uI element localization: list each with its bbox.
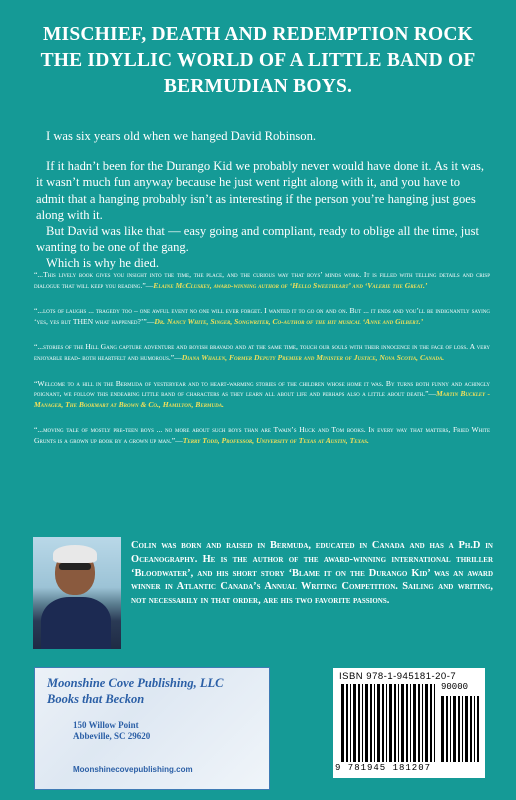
publisher-address-line2: Abbeville, SC 29620 (73, 731, 151, 741)
excerpt-paragraph: But David was like that — easy going and compliant, ready to oblige all the time, just wanting to be one of the gang. (36, 224, 479, 255)
publisher-tagline: Books that Beckon (47, 692, 145, 706)
review-quote (34, 342, 490, 363)
author-bio: Colin was born and raised in Bermuda, educated in Canada and has a Ph.D in Oceanography. He is the author of the award-winning international thriller ‘Bloodwater’, and his short story ‘Blame it on the Durango Kid’ was an award winner in Atlantic Canada’s Annual Writing Competition. Sailing and writing, not necessarily in that order, are his two favorite passions. (131, 540, 493, 607)
review-quote (34, 306, 490, 327)
back-cover-headline: MISCHIEF, DEATH AND REDEMPTION ROCK THE IDYLLIC WORLD OF A LITTLE BAND OF BERMUDIAN BOYS. (40, 24, 476, 97)
review-text: “...moving tale of mostly pre-teen boys ... no more about such boys than are Twain’s Huck and Tom books. In every way that matters, Fried White Grunts is a grown up book by a grown up man.”— (34, 425, 490, 445)
book-excerpt (36, 128, 488, 272)
review-quote (34, 425, 490, 446)
review-text: “Welcome to a hill in the Bermuda of yesteryear and to heart-warming stories of the children whose home it was. By turns both funny and achingly poignant, we follow this endearing little band of characters as they learn all about life and perhaps also a little about death.”— (34, 378, 490, 399)
author-sunglasses (59, 563, 91, 570)
review-quote (34, 270, 490, 291)
review-quotes (34, 270, 490, 462)
review-quote (34, 379, 490, 411)
excerpt-paragraph: I was six years old when we hanged David Robinson. (46, 129, 317, 143)
review-attribution: Elaine McCluskey, award-winning author of ‘Hello Sweetheart’ and ‘Valerie the Great.’ (153, 280, 428, 290)
review-attribution: Terry Todd, Professor, University of Texas at Austin, Texas. (182, 435, 369, 445)
publisher-logo-box (34, 667, 270, 790)
excerpt-paragraph: Which is why he died. (46, 256, 159, 271)
review-attribution: Martin Buckley - Manager, The Bookmart at Brown & Co., Hamilton, Bermuda. (34, 389, 490, 409)
author-photo (33, 537, 121, 649)
author-shirt (41, 597, 111, 649)
review-text: “...This lively book gives you insight into the time, the place, and the curious way that boys’ minds work. It is filled with telling details and crisp dialogue that will keep you reading.”— (34, 270, 490, 290)
publisher-name: Moonshine Cove Publishing, LLC (47, 676, 224, 690)
isbn-label: ISBN 978-1-945181-20-7 (339, 671, 457, 682)
isbn-barcode (333, 668, 485, 778)
excerpt-paragraph: If it hadn’t been for the Durango Kid we probably never would have done it. As it was, it wasn’t much fun anyway because he just went right along with it, and you have to admit that a hanging probably isn’t as interesting if the person you’re hanging just goes along with it. (36, 159, 484, 222)
barcode-addon-number: 90000 (441, 682, 469, 692)
publisher-website: Moonshinecovepublishing.com (73, 765, 193, 774)
review-attribution: Diana Whalen, Former Deputy Premier and Minister of Justice, Nova Scotia, Canada. (181, 352, 445, 362)
review-attribution: Dr. Nancy White, Singer, Songwriter, Co-author of the hit musical ‘Anne and Gilbert.’ (154, 316, 424, 326)
barcode-main-bars (341, 684, 437, 762)
review-text: “...lots of laughs ... tragedy too – one awful event no one will ever forget. I wanted it to go on and on. But ... it ends and you’ll be indignantly saying ‘yes, yes but THEN what happened?’”— (34, 306, 490, 326)
barcode-ean-number: 9 781945 181207 (335, 763, 432, 773)
barcode-addon-bars (441, 696, 479, 762)
publisher-address-line1: 150 Willow Point (73, 720, 139, 730)
author-hair (53, 545, 97, 563)
review-text: “...stories of the Hill Gang capture adventure and boyish bravado and at the same time, touch our souls with their innocence in the face of loss. A very enjoyable read- both heartfelt and humorous.”— (34, 342, 490, 362)
